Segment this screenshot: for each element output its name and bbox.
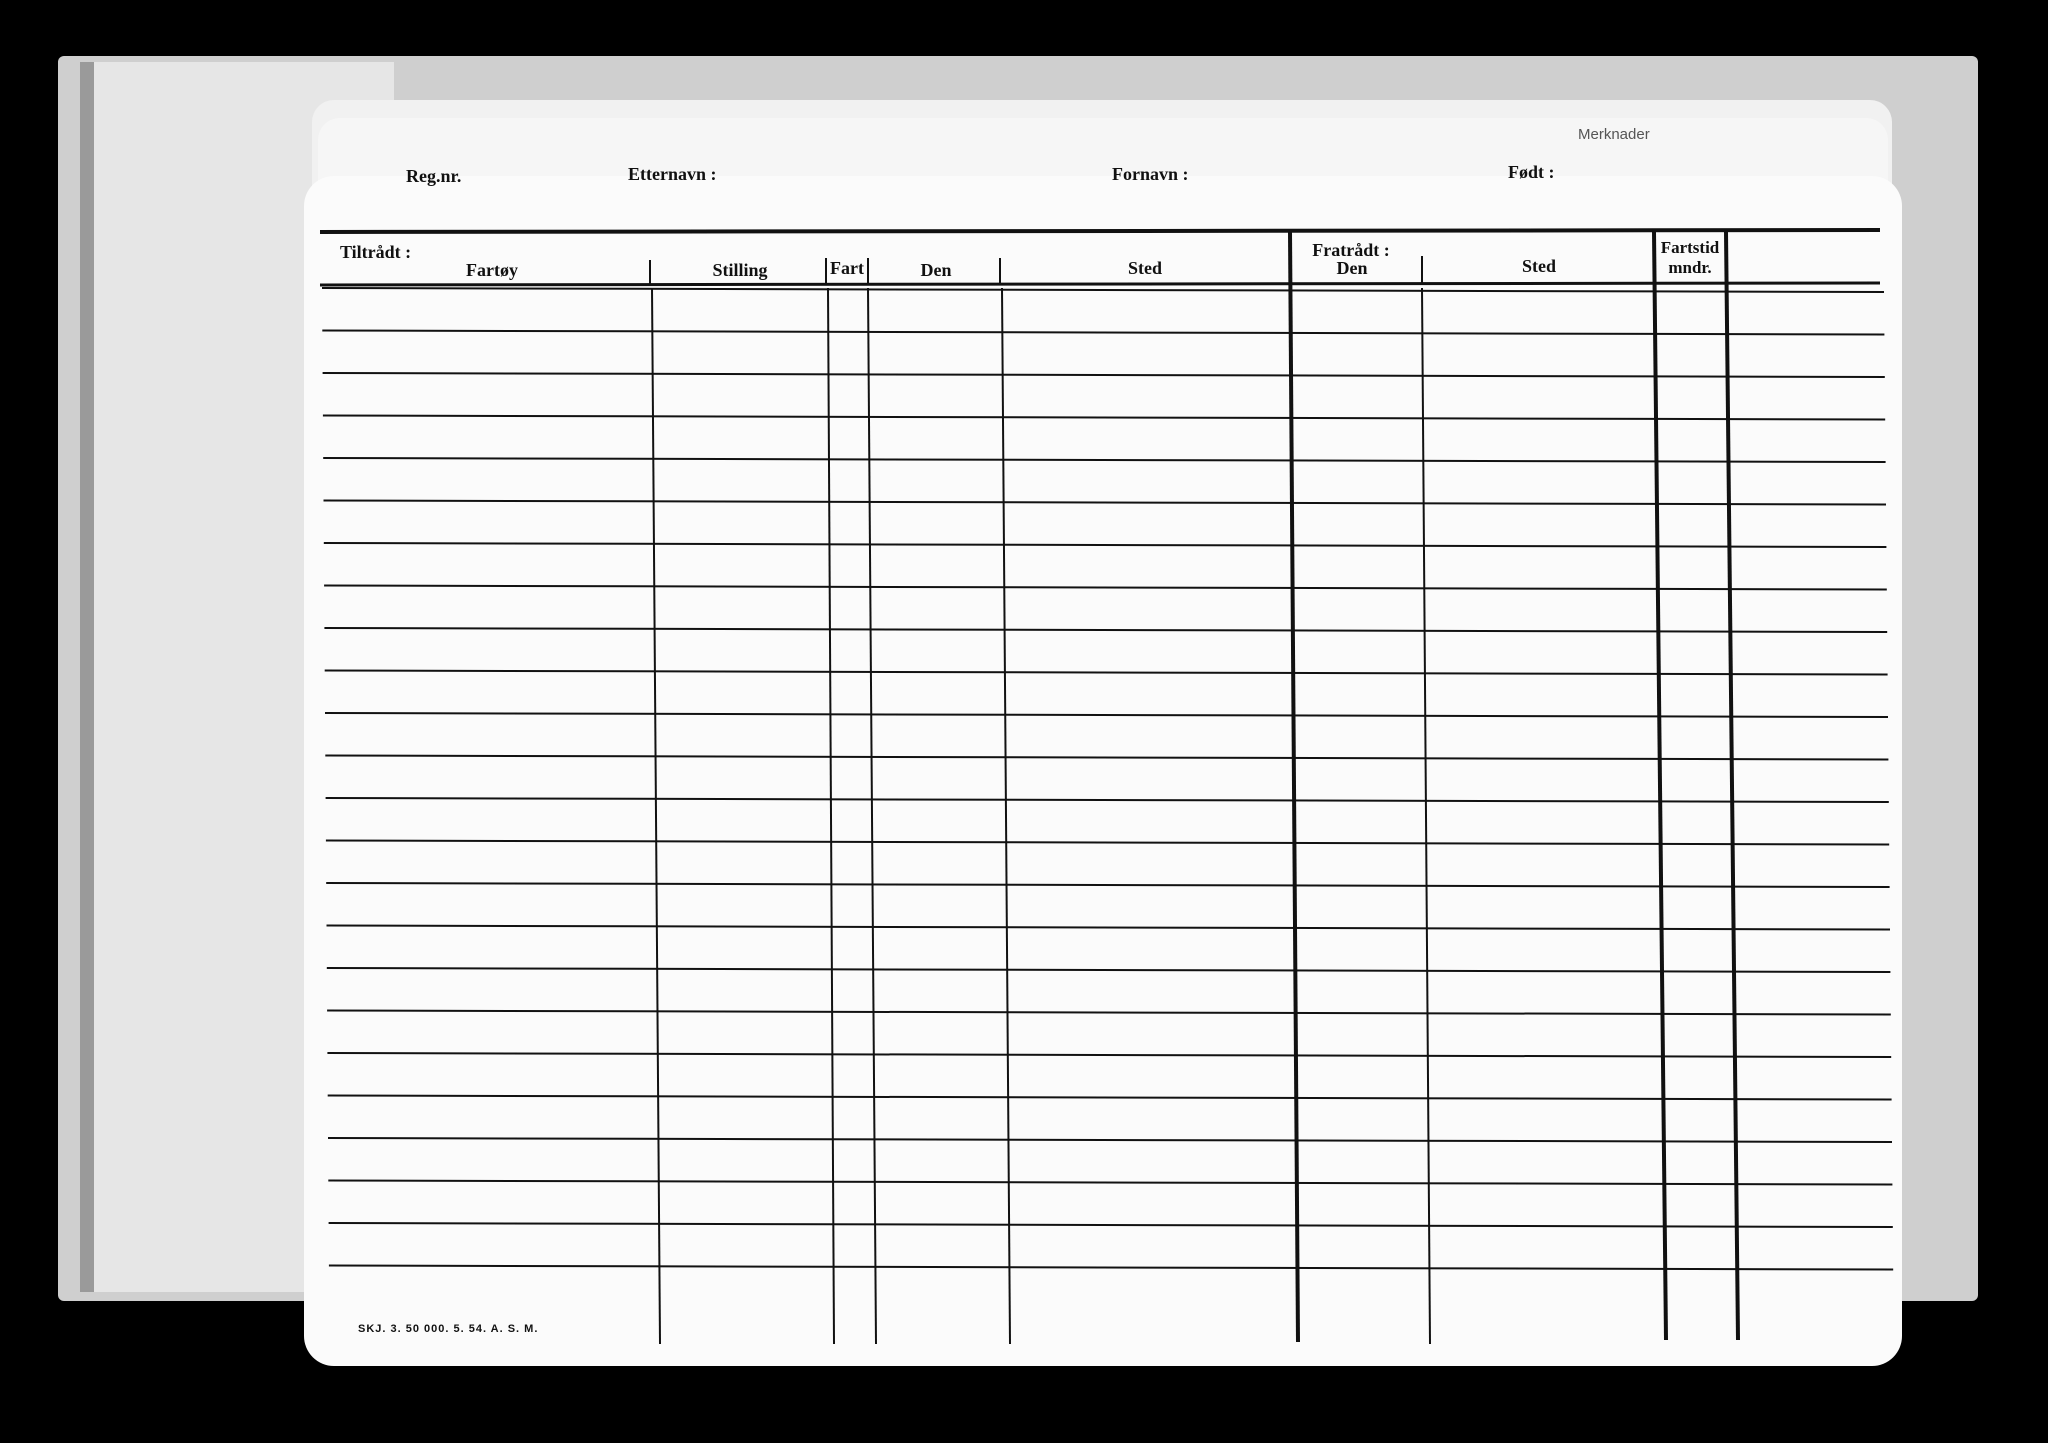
- ruled-row-line: [324, 586, 1887, 590]
- fodt-label: Født :: [1508, 162, 1555, 182]
- ruled-row-line: [322, 331, 1884, 335]
- fratradt-label: Fratrådt :: [1312, 240, 1390, 260]
- column-header-fartstid: Fartstid: [1660, 238, 1720, 257]
- ruled-row-line: [323, 373, 1885, 377]
- ruled-row-line: [324, 501, 1887, 505]
- ruled-row-line: [327, 1011, 1891, 1015]
- reg-nr-label: Reg.nr.: [406, 166, 462, 186]
- ruled-row-line: [328, 1096, 1892, 1100]
- ruled-row-line: [326, 883, 1889, 887]
- ruled-row-line: [323, 458, 1885, 462]
- ruled-row-line: [327, 1053, 1891, 1057]
- ruled-row-line: [326, 841, 1889, 845]
- column-header-sted-fratradt: Sted: [1521, 256, 1556, 276]
- column-header-fart: Fart: [830, 258, 864, 278]
- ruled-row-line: [322, 288, 1884, 292]
- ruled-row-line: [328, 1138, 1892, 1142]
- tiltradt-label: Tiltrådt :: [340, 242, 412, 262]
- column-header-fartoy: Fartøy: [466, 260, 518, 280]
- etternavn-label: Etternavn :: [628, 164, 717, 184]
- ruled-row-line: [323, 416, 1885, 420]
- print-code-footer: SKJ. 3. 50 000. 5. 54. A. S. M.: [358, 1323, 539, 1335]
- merknader-label: Merknader: [1578, 126, 1650, 143]
- column-header-den-tiltradt: Den: [920, 260, 952, 280]
- ruled-row-line: [327, 968, 1891, 972]
- column-header-sted-tiltradt: Sted: [1127, 258, 1162, 278]
- ruled-row-line: [326, 798, 1889, 802]
- ruled-row-line: [325, 671, 1888, 675]
- ruled-row-line: [329, 1266, 1893, 1270]
- ruled-row-line: [327, 926, 1891, 930]
- column-header-stilling: Stilling: [712, 260, 768, 280]
- ruled-row-line: [329, 1223, 1893, 1227]
- column-header-mndr: mndr.: [1668, 258, 1712, 277]
- ruled-row-line: [324, 543, 1887, 547]
- ruled-row-line: [325, 756, 1888, 760]
- column-header-den-fratradt: Den: [1336, 258, 1368, 278]
- ruled-row-line: [324, 628, 1887, 632]
- fornavn-label: Fornavn :: [1112, 164, 1189, 184]
- ruled-row-line: [328, 1181, 1892, 1185]
- ruled-row-line: [325, 713, 1888, 717]
